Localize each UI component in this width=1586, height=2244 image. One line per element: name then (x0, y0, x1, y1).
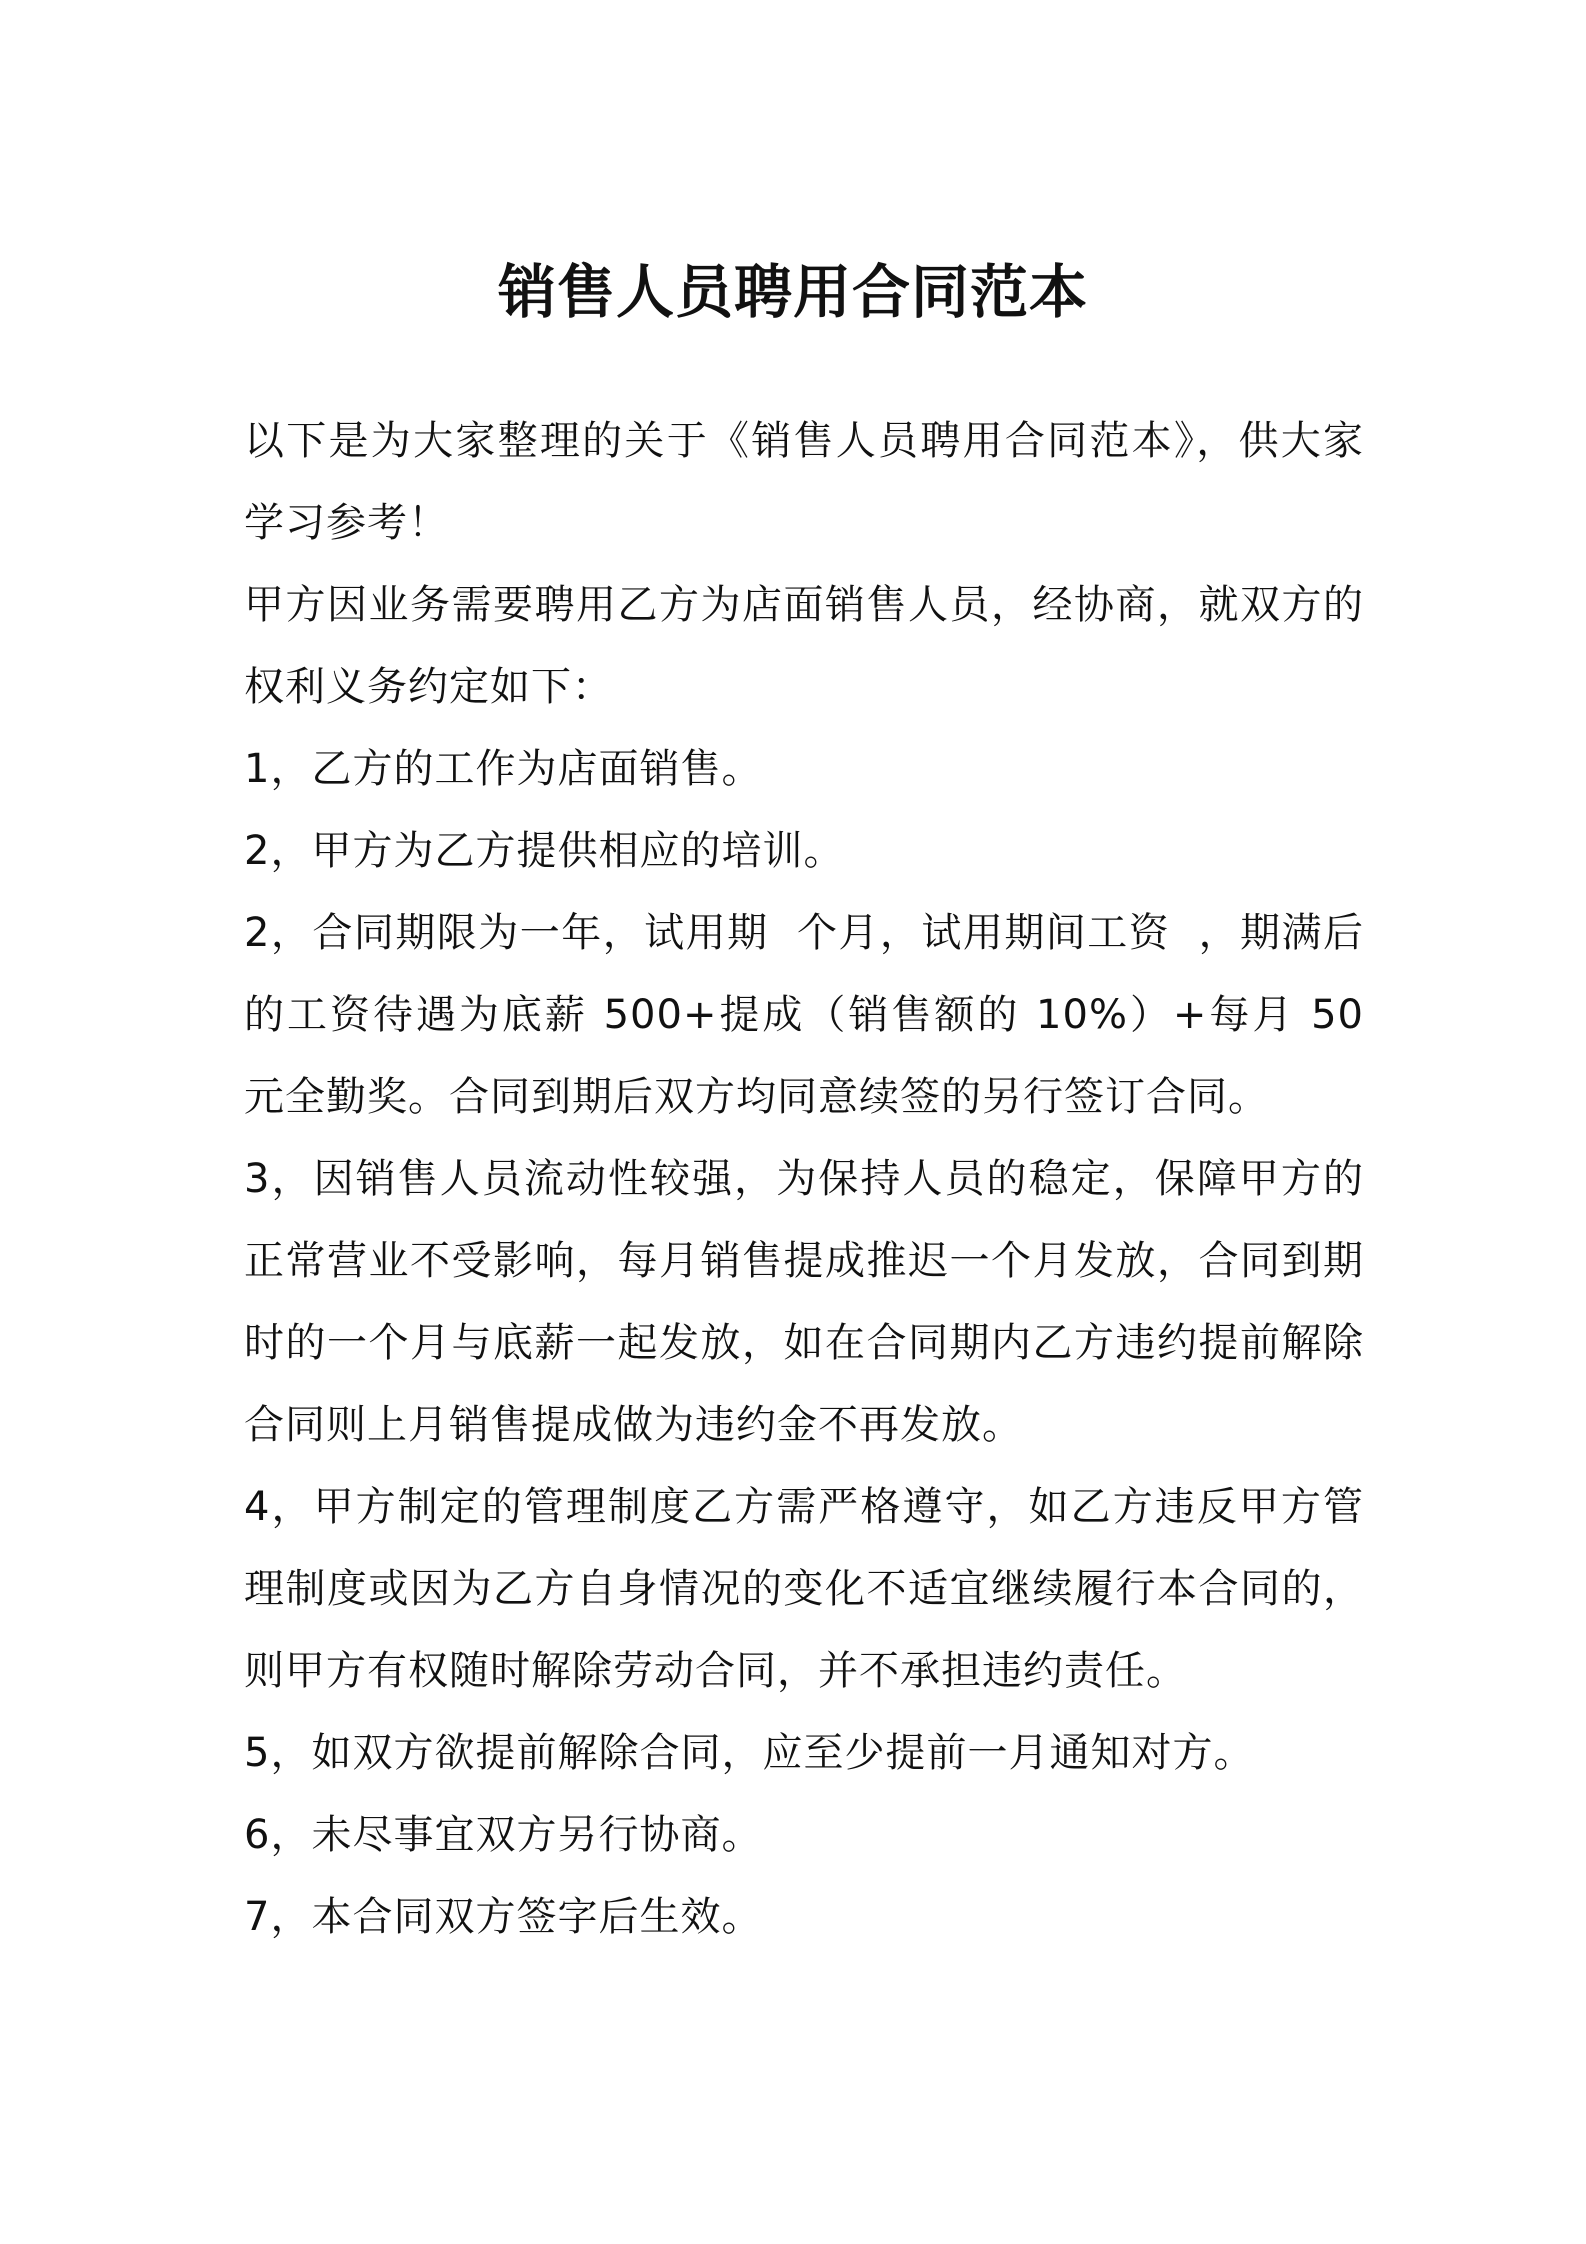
clause-1: 1，乙方的工作为店面销售。 (244, 746, 763, 792)
clause-6: 6，未尽事宜双方另行协商。 (244, 1812, 763, 1858)
document-body (244, 400, 1378, 1958)
document-title: 销售人员聘用合同范本 (497, 258, 1088, 326)
clause-2-training: 2，甲方为乙方提供相应的培训。 (244, 828, 845, 874)
clause-4: 4，甲方制定的管理制度乙方需严格遵守，如乙方违反甲方管理制度或因为乙方自身情况的变化不适宜继续履行本合同的，则甲方有权随时解除劳动合同，并不承担违约责任。 (244, 1484, 1364, 1694)
clause-2-term: 2，合同期限为一年，试用期 个月，试用期间工资 ，期满后的工资待遇为底薪 500+提成（销售额的 10%）+每月 50 元全勤奖。合同到期后双方均同意续签的另行签订合同。 (244, 910, 1378, 1120)
clause-3: 3，因销售人员流动性较强，为保持人员的稳定，保障甲方的正常营业不受影响，每月销售提成推迟一个月发放，合同到期时的一个月与底薪一起发放，如在合同期内乙方违约提前解除合同则上月销售提成做为违约金不再发放。 (244, 1156, 1364, 1448)
clause-5: 5，如双方欲提前解除合同，应至少提前一月通知对方。 (244, 1730, 1255, 1776)
clause-7: 7，本合同双方签字后生效。 (244, 1894, 763, 1940)
paragraph-intro: 以下是为大家整理的关于《销售人员聘用合同范本》，供大家学习参考！ (244, 418, 1364, 546)
paragraph-preamble: 甲方因业务需要聘用乙方为店面销售人员，经协商，就双方的权利义务约定如下： (244, 582, 1364, 710)
